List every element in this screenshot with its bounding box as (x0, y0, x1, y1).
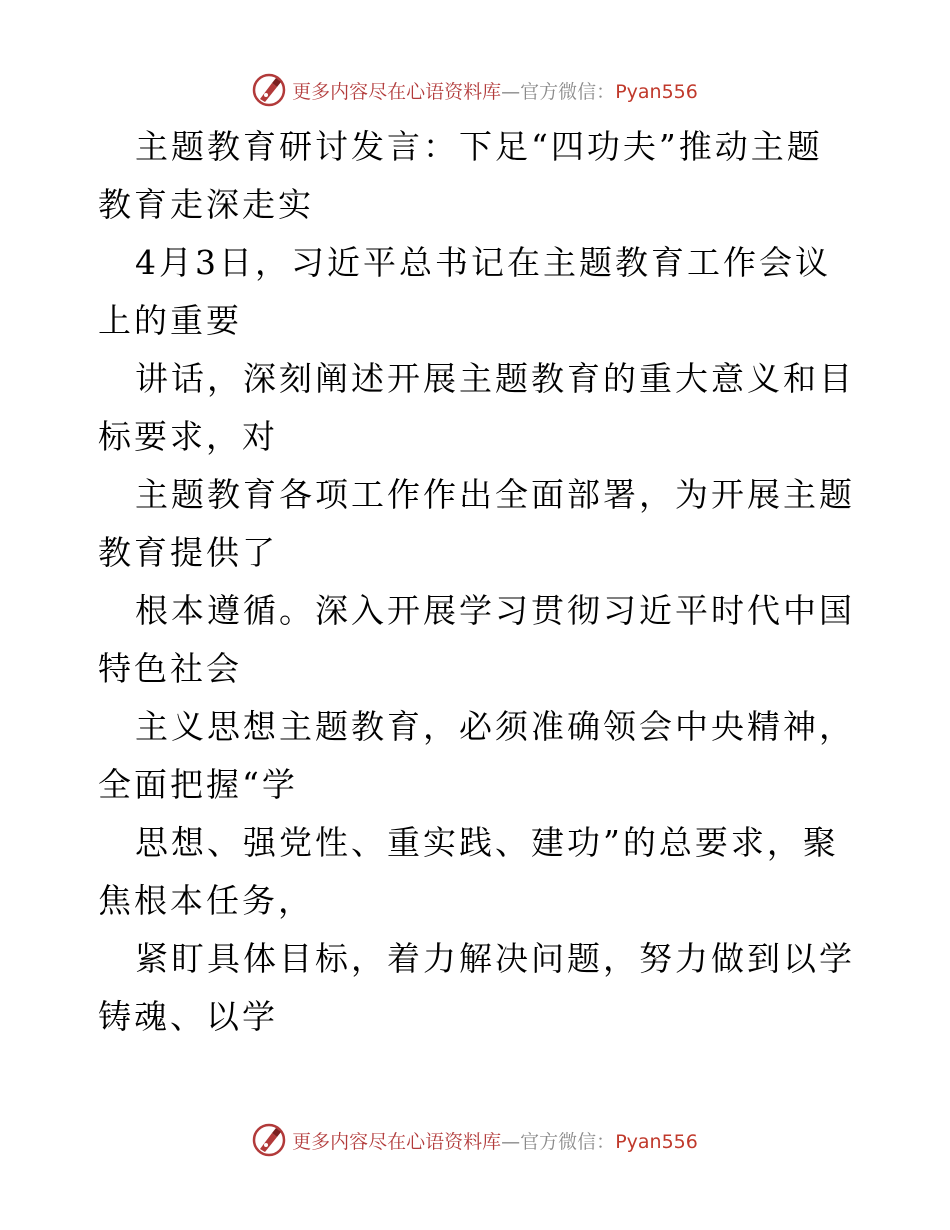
paragraph: 紧盯具体目标，着力解决问题，努力做到以学铸魂、以学 (98, 939, 855, 1036)
paragraph: 主义思想主题教育，必须准确领会中央精神，全面把握“学 (98, 707, 855, 804)
header-watermark-banner (0, 70, 950, 110)
paragraph: 根本遵循。深入开展学习贯彻习近平时代中国特色社会 (98, 591, 855, 688)
footer-watermark-banner (0, 1120, 950, 1160)
paragraph: 讲话，深刻阐述开展主题教育的重大意义和目标要求，对 (98, 359, 855, 456)
pen-logo-icon (252, 73, 286, 107)
header-banner-text: 更多内容尽在心语资料库—官方微信：Pyan556 (292, 80, 698, 103)
document-title: 主题教育研讨发言：下足“四功夫”推动主题教育走深走实 (98, 127, 823, 224)
footer-banner-text: 更多内容尽在心语资料库—官方微信：Pyan556 (292, 1130, 698, 1153)
paragraph: 主题教育各项工作作出全面部署，为开展主题教育提供了 (98, 475, 855, 572)
paragraph: 4月3日，习近平总书记在主题教育工作会议上的重要 (98, 243, 831, 340)
document-body (98, 118, 858, 1046)
pen-logo-icon (252, 1123, 286, 1157)
paragraph: 思想、强党性、重实践、建功”的总要求，聚焦根本任务， (98, 823, 839, 920)
